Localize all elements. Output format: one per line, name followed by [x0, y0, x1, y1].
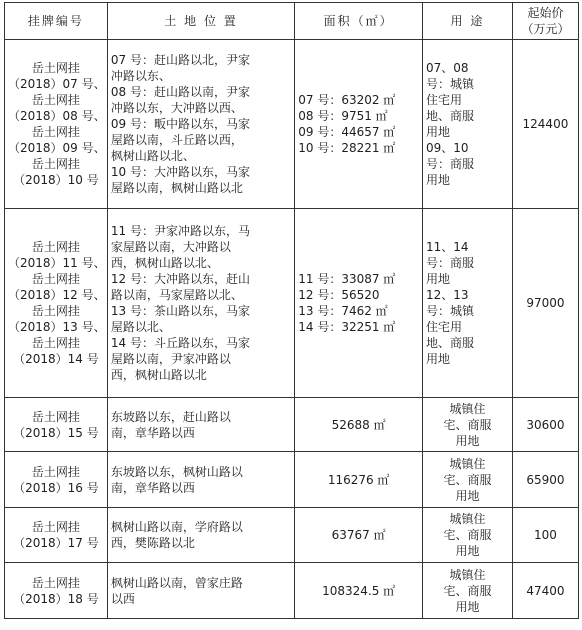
area-cell [295, 398, 423, 452]
location-cell-line: 屋路以北、 [110, 320, 171, 334]
code-cell [5, 398, 108, 452]
table-body [5, 40, 579, 619]
location-cell-line: 东坡路以东，枫树山路以 [110, 464, 243, 479]
header-location: 土 地 位 置 [107, 3, 294, 40]
code-cell-line: （2018）08 号、 [8, 109, 106, 123]
table-row [5, 209, 579, 398]
location-cell-line: 10 号：大冲路以东，马家 [110, 165, 250, 179]
location-cell-line: 南，章华路以西 [110, 425, 195, 440]
location-cell-line: 家屋路以南，大冲路以 [110, 240, 231, 254]
code-cell-line: 岳土网挂 [31, 409, 80, 424]
code-cell-line: 岳土网挂 [31, 575, 80, 590]
location-cell-line: 以西 [110, 591, 135, 606]
use-cell-line: 用地 [455, 488, 480, 503]
price-cell: 47400 [512, 563, 578, 619]
code-cell-line: （2018）10 号 [13, 173, 99, 187]
location-cell-line: 南，章华路以西 [110, 480, 195, 495]
use-cell-line: 11、14 [426, 240, 469, 254]
table-row [5, 452, 579, 508]
area-cell-line: 63767 ㎡ [331, 528, 386, 542]
use-cell [423, 452, 513, 508]
use-cell-line: 宅、商服 [443, 528, 492, 542]
use-cell-line: 住宅用 [426, 93, 463, 107]
location-cell-line: 冲路以东、 [110, 69, 171, 83]
location-cell-line: 13 号：茶山路以东，马家 [110, 304, 250, 318]
use-cell-line: 用地 [426, 352, 451, 366]
code-cell-line: （2018）16 号 [13, 480, 99, 495]
area-cell-line: 116276 ㎡ [327, 472, 390, 487]
price-cell: 30600 [512, 398, 578, 452]
header-price-line1: 起始价 [527, 6, 564, 20]
code-cell-line: 岳土网挂 [31, 272, 80, 286]
use-cell-line: 09、10 [426, 141, 469, 155]
price-cell: 124400 [512, 40, 578, 209]
code-cell-line: 岳土网挂 [31, 464, 80, 479]
land-auction-table [4, 2, 579, 619]
use-cell-line: 用地 [455, 544, 480, 558]
code-cell-line: 岳土网挂 [31, 520, 80, 534]
location-cell [107, 40, 294, 209]
area-cell-line: 10 号：28221 ㎡ [298, 141, 396, 155]
location-cell-line: 冲路以东，大冲路以西、 [110, 101, 243, 115]
location-cell-line: 枫树山路以南，学府路以 [110, 520, 243, 534]
use-cell-line: 住宅用 [426, 320, 463, 334]
area-cell [295, 452, 423, 508]
area-cell [295, 508, 423, 563]
code-cell-line: （2018）18 号 [13, 591, 99, 606]
price-cell: 100 [512, 508, 578, 563]
area-cell-line: 14 号：32251 ㎡ [298, 320, 396, 334]
area-cell [295, 40, 423, 209]
use-cell-line: 城镇住 [449, 456, 486, 471]
use-cell [423, 209, 513, 398]
location-cell [107, 508, 294, 563]
price-cell: 65900 [512, 452, 578, 508]
table-row [5, 563, 579, 619]
use-cell-line: 号：城镇 [426, 304, 475, 318]
code-cell [5, 209, 108, 398]
location-cell-line: 西，樊陈路以北 [110, 536, 195, 550]
location-cell-line: 07 号：赶山路以北，尹家 [110, 53, 250, 67]
area-cell-line: 11 号：33087 ㎡ [298, 272, 396, 286]
location-cell-line: 14 号：斗丘路以东，马家 [110, 336, 250, 350]
use-cell-line: 号：商服 [426, 256, 475, 270]
use-cell-line: 城镇住 [449, 512, 486, 526]
location-cell-line: 08 号：赶山路以南，尹家 [110, 85, 250, 99]
area-cell-line: 07 号：63202 ㎡ [298, 93, 396, 107]
code-cell-line: 岳土网挂 [31, 93, 80, 107]
use-cell-line: 宅、商服 [443, 583, 492, 598]
use-cell-line: 07、08 [426, 61, 469, 75]
area-cell [295, 563, 423, 619]
location-cell-line: 09 号：畈中路以东，马家 [110, 117, 250, 131]
location-cell-line: 西，枫树山路以北 [110, 368, 207, 382]
location-cell-line: 路以南，马家屋路以北、 [110, 288, 243, 302]
location-cell [107, 452, 294, 508]
code-cell-line: 岳土网挂 [31, 61, 80, 75]
header-row [5, 3, 579, 40]
code-cell-line: （2018）12 号、 [8, 288, 106, 302]
area-cell-line: 09 号：44657 ㎡ [298, 125, 396, 139]
use-cell-line: 号：城镇 [426, 77, 475, 91]
header-area: 面积（㎡） [295, 3, 423, 40]
location-cell-line: 西，枫树山路以北、 [110, 256, 219, 270]
price-cell: 97000 [512, 209, 578, 398]
code-cell-line: （2018）14 号 [13, 352, 99, 366]
code-cell-line: （2018）17 号 [13, 536, 99, 550]
code-cell-line: 岳土网挂 [31, 240, 80, 254]
code-cell-line: （2018）13 号、 [8, 320, 106, 334]
use-cell-line: 城镇住 [449, 401, 486, 416]
location-cell-line: 枫树山路以北、 [110, 149, 195, 163]
location-cell-line: 屋路以南，斗丘路以西， [110, 133, 243, 147]
use-cell [423, 563, 513, 619]
location-cell-line: 东坡路以东，赶山路以 [110, 409, 231, 424]
location-cell [107, 209, 294, 398]
code-cell-line: （2018）09 号、 [8, 141, 106, 155]
use-cell-line: 12、13 [426, 288, 469, 302]
code-cell [5, 40, 108, 209]
use-cell-line: 宅、商服 [443, 472, 492, 487]
use-cell-line: 号：商服 [426, 157, 475, 171]
header-price-line2: （万元） [521, 22, 570, 36]
header-price [512, 3, 578, 40]
use-cell-line: 用地 [426, 173, 451, 187]
location-cell-line: 屋路以南，枫树山路以北 [110, 181, 243, 195]
table-row [5, 508, 579, 563]
header-use: 用 途 [423, 3, 513, 40]
use-cell-line: 用地 [426, 125, 451, 139]
use-cell [423, 508, 513, 563]
use-cell [423, 40, 513, 209]
table-row [5, 40, 579, 209]
area-cell [295, 209, 423, 398]
use-cell-line: 用地 [455, 433, 480, 448]
location-cell-line: 12 号：大冲路以东，赶山 [110, 272, 250, 286]
use-cell-line: 地、商服 [426, 336, 475, 350]
code-cell-line: 岳土网挂 [31, 125, 80, 139]
code-cell [5, 508, 108, 563]
table-row [5, 398, 579, 452]
area-cell-line: 52688 ㎡ [331, 417, 386, 432]
use-cell-line: 城镇住 [449, 567, 486, 582]
location-cell-line: 枫树山路以南，曾家庄路 [110, 575, 243, 590]
use-cell-line: 用地 [426, 272, 451, 286]
code-cell [5, 452, 108, 508]
area-cell-line: 12 号：56520 [298, 288, 380, 302]
code-cell-line: （2018）15 号 [13, 425, 99, 440]
code-cell [5, 563, 108, 619]
code-cell-line: 岳土网挂 [31, 336, 80, 350]
area-cell-line: 108324.5 ㎡ [322, 583, 396, 598]
location-cell-line: 屋路以南，尹家冲路以 [110, 352, 231, 366]
code-cell-line: 岳土网挂 [31, 304, 80, 318]
use-cell-line: 地、商服 [426, 109, 475, 123]
location-cell [107, 563, 294, 619]
use-cell [423, 398, 513, 452]
location-cell [107, 398, 294, 452]
area-cell-line: 08 号：9751 ㎡ [298, 109, 388, 123]
location-cell-line: 11 号：尹家冲路以东，马 [110, 224, 250, 238]
code-cell-line: （2018）11 号、 [8, 256, 106, 270]
code-cell-line: （2018）07 号、 [8, 77, 106, 91]
use-cell-line: 用地 [455, 599, 480, 614]
area-cell-line: 13 号：7462 ㎡ [298, 304, 388, 318]
header-code: 挂牌编号 [5, 3, 108, 40]
use-cell-line: 宅、商服 [443, 417, 492, 432]
code-cell-line: 岳土网挂 [31, 157, 80, 171]
